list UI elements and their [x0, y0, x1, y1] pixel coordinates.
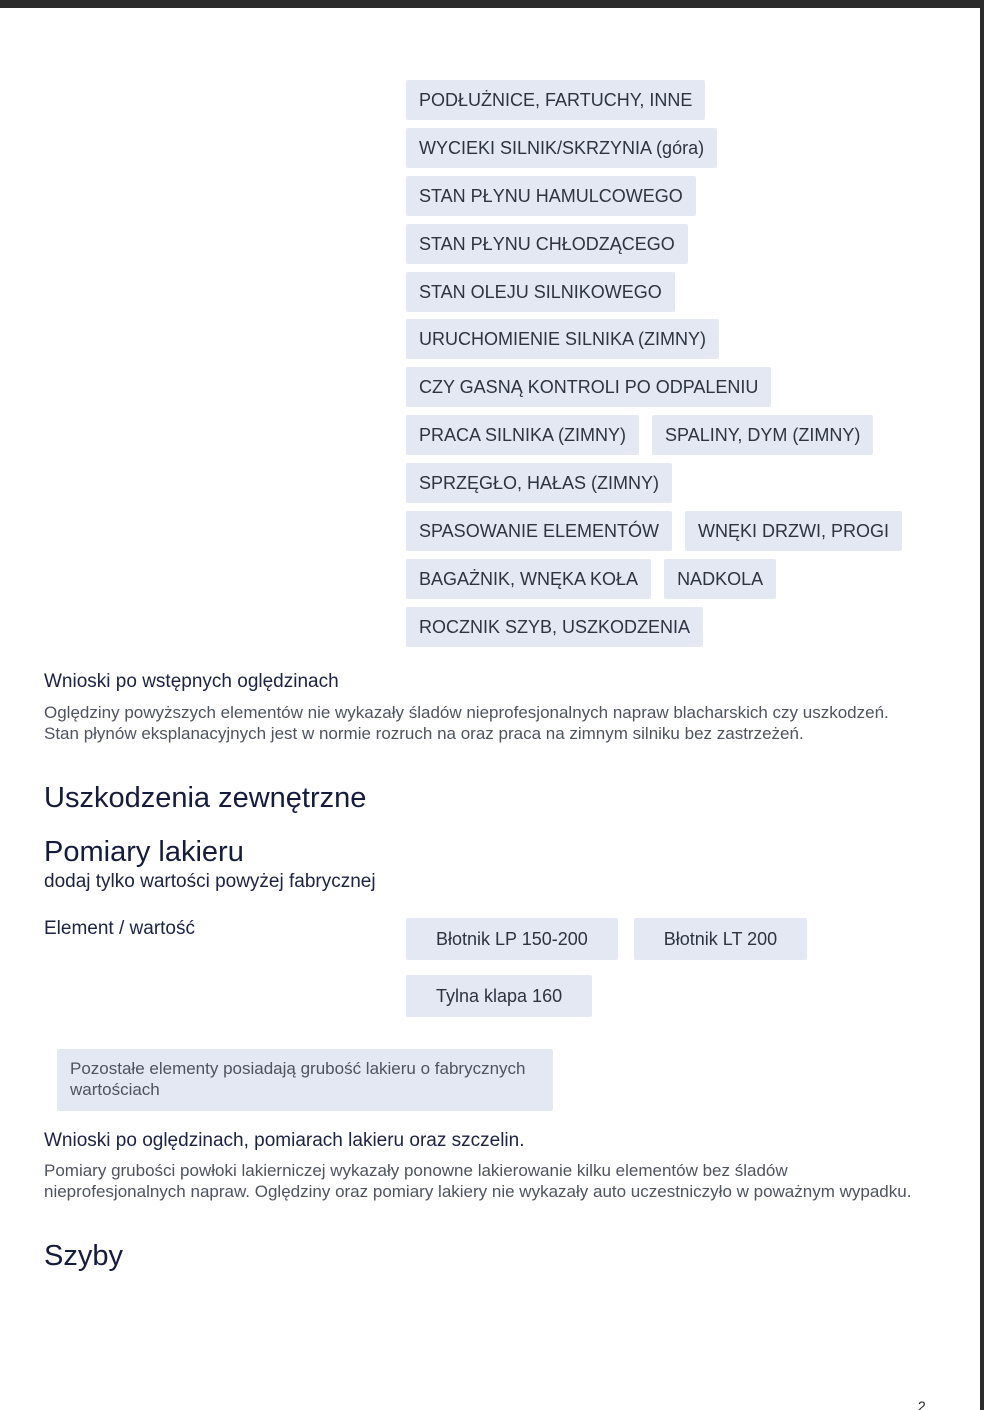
checklist-row — [406, 80, 946, 120]
checklist-tag[interactable]: SPRZĘGŁO, HAŁAS (ZIMNY) — [406, 463, 672, 503]
conclusions-paint-text: Pomiary grubości powłoki lakierniczej wykazały ponowne lakierowanie kilku elementów bez śladów nieprofesjonalnych napraw. Oględziny oraz pomiary lakiery nie wykazały auto uczestniczyło w poważnym wypadku. — [44, 1161, 912, 1201]
paint-measurements-heading: Pomiary lakieru — [44, 836, 244, 868]
conclusions-initial-title: Wnioski po wstępnych oględzinach — [44, 671, 339, 692]
document-page — [0, 8, 980, 1410]
checklist-tag[interactable]: WNĘKI DRZWI, PROGI — [685, 511, 902, 551]
paint-value-tag[interactable]: Tylna klapa 160 — [406, 975, 592, 1017]
paint-measurements-subtitle: dodaj tylko wartości powyżej fabrycznej — [44, 871, 376, 892]
paint-value-tag[interactable]: Błotnik LT 200 — [634, 918, 807, 960]
checklist-row — [406, 415, 946, 455]
paint-values-row-2 — [406, 975, 592, 1017]
conclusions-initial-text: Oględziny powyższych elementów nie wykazały śladów nieprofesjonalnych napraw blacharskich czy uszkodzeń. Stan płynów eksplanacyjnych jest w normie rozruch na oraz praca na zimnym silniku bez zastrzeżeń. — [44, 703, 889, 743]
checklist-row — [406, 224, 946, 264]
element-value-label: Element / wartość — [44, 918, 195, 939]
checklist-tag[interactable]: ROCZNIK SZYB, USZKODZENIA — [406, 607, 703, 647]
checklist-tag[interactable]: PRACA SILNIKA (ZIMNY) — [406, 415, 639, 455]
page-number: 2 — [918, 1398, 926, 1410]
checklist-row — [406, 367, 946, 407]
paint-value-tag[interactable]: Błotnik LP 150-200 — [406, 918, 618, 960]
checklist-tag[interactable]: SPALINY, DYM (ZIMNY) — [652, 415, 873, 455]
checklist-tag[interactable]: STAN PŁYNU HAMULCOWEGO — [406, 176, 696, 216]
checklist-tag[interactable]: URUCHOMIENIE SILNIKA (ZIMNY) — [406, 319, 719, 359]
checklist-row — [406, 272, 946, 312]
checklist-tag[interactable]: PODŁUŻNICE, FARTUCHY, INNE — [406, 80, 705, 120]
checklist-tag[interactable]: BAGAŻNIK, WNĘKA KOŁA — [406, 559, 651, 599]
paint-values-row-1 — [406, 918, 807, 960]
inspection-checklist — [406, 80, 946, 655]
checklist-tag[interactable]: NADKOLA — [664, 559, 776, 599]
checklist-row — [406, 559, 946, 599]
glass-heading: Szyby — [44, 1240, 123, 1272]
paint-note-box: Pozostałe elementy posiadają grubość lakieru o fabrycznych wartościach — [57, 1049, 553, 1111]
conclusions-paint-title: Wnioski po oględzinach, pomiarach lakieru oraz szczelin. — [44, 1130, 525, 1151]
checklist-row — [406, 607, 946, 647]
external-damage-heading: Uszkodzenia zewnętrzne — [44, 782, 367, 814]
checklist-tag[interactable]: STAN PŁYNU CHŁODZĄCEGO — [406, 224, 688, 264]
checklist-tag[interactable]: STAN OLEJU SILNIKOWEGO — [406, 272, 675, 312]
checklist-row — [406, 176, 946, 216]
checklist-tag[interactable]: CZY GASNĄ KONTROLI PO ODPALENIU — [406, 367, 771, 407]
viewer-top-bar — [0, 0, 984, 8]
checklist-row — [406, 463, 946, 503]
checklist-row — [406, 319, 946, 359]
checklist-row — [406, 511, 946, 551]
checklist-row — [406, 128, 946, 168]
checklist-tag[interactable]: SPASOWANIE ELEMENTÓW — [406, 511, 672, 551]
checklist-tag[interactable]: WYCIEKI SILNIK/SKRZYNIA (góra) — [406, 128, 717, 168]
